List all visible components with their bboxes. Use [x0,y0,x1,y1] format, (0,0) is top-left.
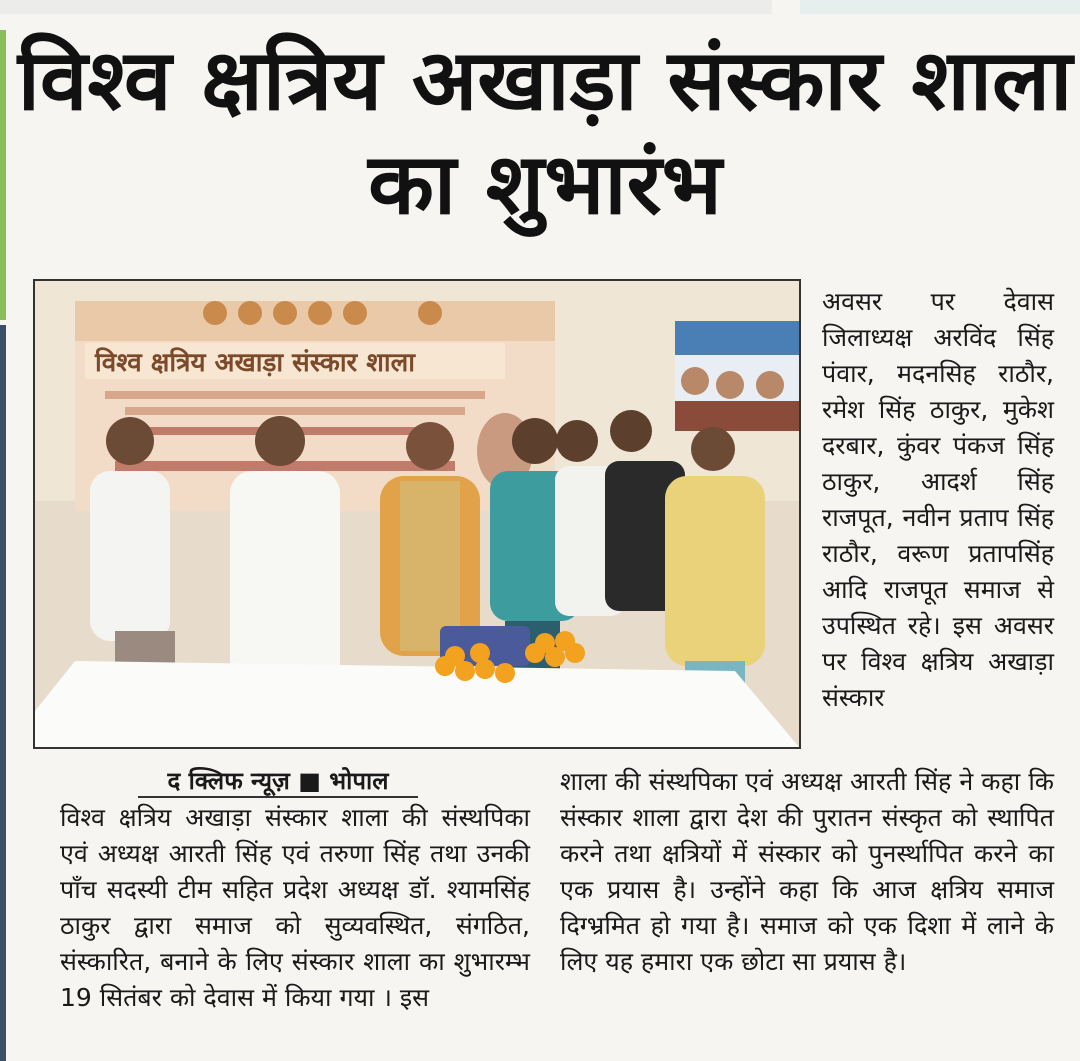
adjacent-article-strip-right [800,0,1080,14]
article-column-right-bottom: शाला की संस्थपिका एवं अध्यक्ष आरती सिंह ने कहा कि संस्कार शाला द्वारा देश की पुरातन संस्कृत को स्थापित करने तथा क्षत्रियों में संस्कार को पुनर्स्थापित करने का एक प्रयास है। उन्होंने कहा कि आज क्षत्रिय समाज दिग्भ्रमित हो गया है। समाज को एक दिशा में लाने के लिए यह हमारा एक छोटा सा प्रयास है। [560,767,1054,976]
adjacent-page-edge-lower [0,325,6,1061]
adjacent-page-edge [0,30,6,320]
article-dateline: द क्लिफ न्यूज़ ■ भोपाल [138,766,418,798]
news-photo-illustration [35,281,799,747]
article-column-left: विश्व क्षत्रिय अखाड़ा संस्कार शाला की संस्थपिका एवं अध्यक्ष आरती सिंह एवं तरुणा सिंह तथा उनकी पाँच सदस्यी टीम सहित प्रदेश अध्यक्ष डॉ. श्यामसिंह ठाकुर द्वारा समाज को सुव्यवस्थित, संगठित, संस्कारित, बनाने के लिए संस्कार शाला का शुभारम्भ 19 सितंबर को देवास में किया गया । इस [60,803,530,1012]
banner-text: विश्व क्षत्रिय अखाड़ा संस्कार शाला [95,348,416,378]
article-headline: विश्व क्षत्रिय अखाड़ा संस्कार शाला का शुभारंभ [17,31,1073,233]
news-photo [33,279,801,749]
article-column-right-top: अवसर पर देवास जिलाध्यक्ष अरविंद सिंह पंवार, मदनसिह राठौर, रमेश सिंह ठाकुर, मुकेश दरबार, कुंवर पंकज सिंह ठाकुर, आदर्श सिंह राजपूत, नवीन प्रताप सिंह राठौर, वरूण प्रतापसिंह आदि राजपूत समाज से उपस्थित रहे। इस अवसर पर विश्व क्षत्रिय अखाड़ा संस्कार [822,287,1054,712]
adjacent-article-strip [0,0,772,14]
